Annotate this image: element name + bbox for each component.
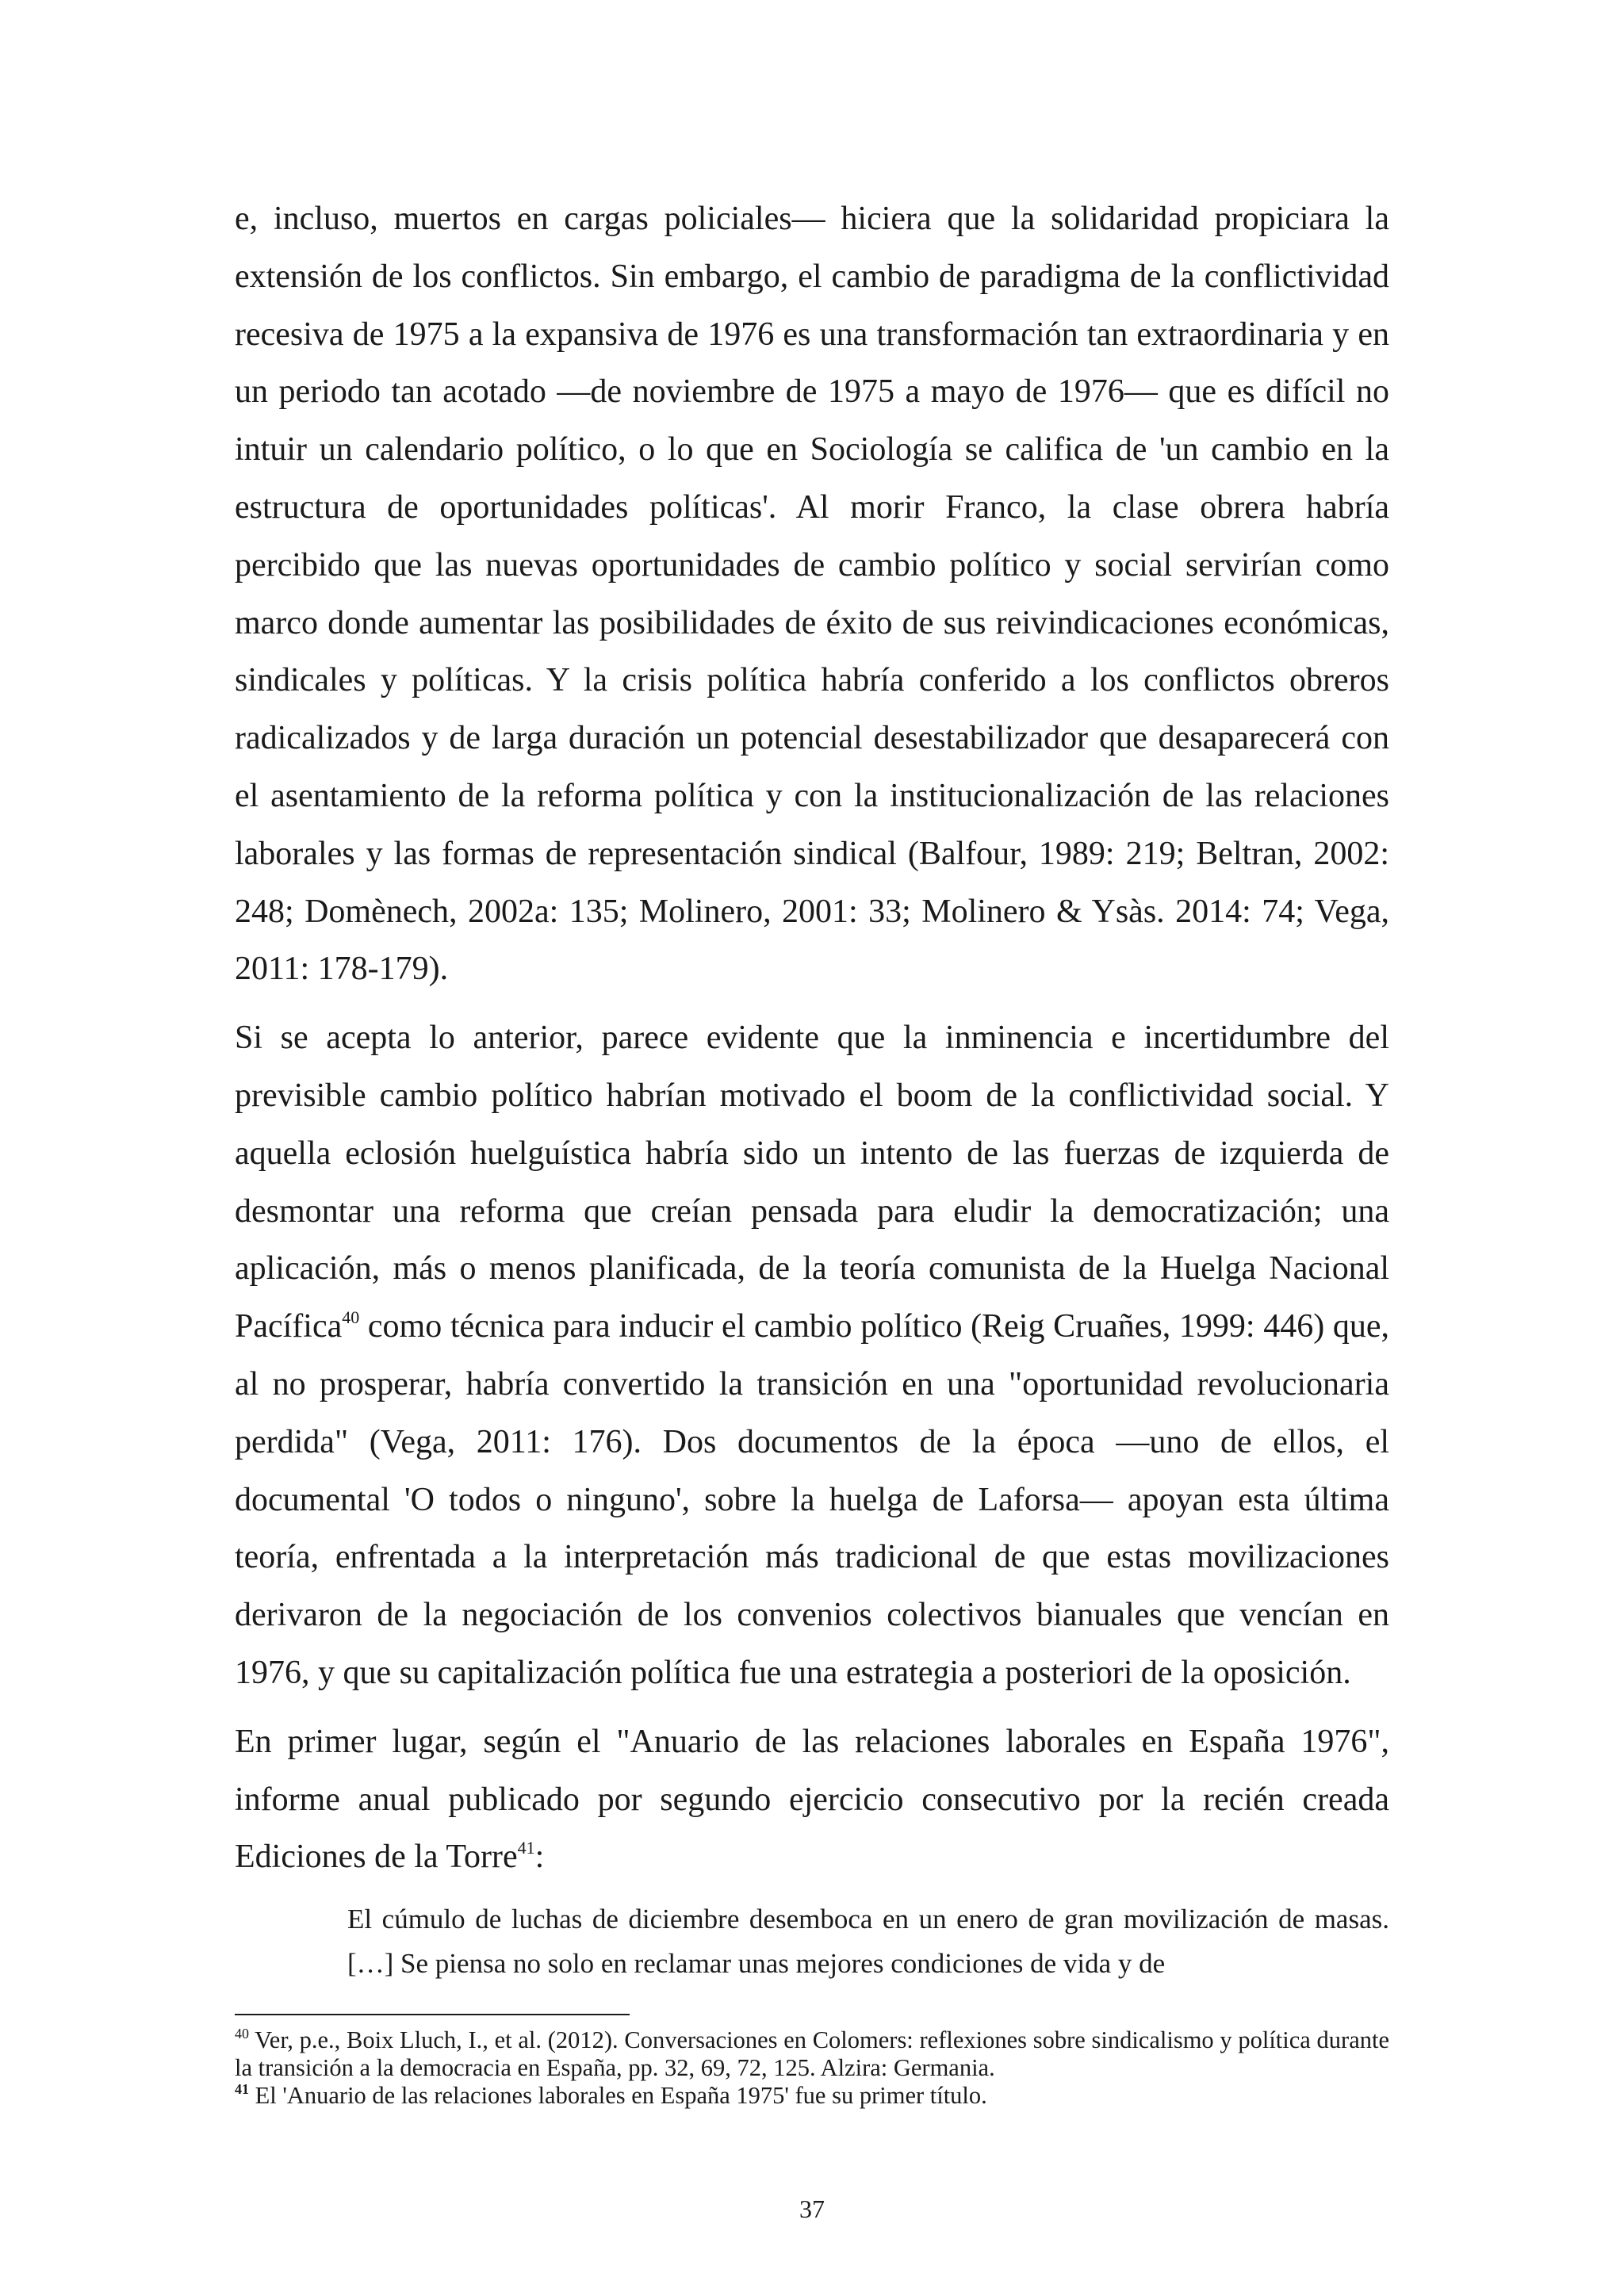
body-paragraph-3 bbox=[235, 1713, 1389, 1886]
footnote-text: El 'Anuario de las relaciones laborales en España 1975' fue su primer título. bbox=[249, 2082, 987, 2109]
paragraph-3-text-end: : bbox=[534, 1839, 545, 1876]
block-quote: El cúmulo de luchas de diciembre desemboca en un enero de gran movilización de masas. […] Se piensa no solo en reclamar unas mejores condiciones de vida y de bbox=[347, 1904, 1389, 1980]
footnote-text: Ver, p.e., Boix Lluch, I., et al. (2012). Conversaciones en Colomers: reflexiones sobre sindicalismo y política durante la transición a la democracia en España, pp. 32, 69, 72, 125. Alzira: Germania. bbox=[235, 2026, 1389, 2081]
body-paragraph-1: e, incluso, muertos en cargas policiales— hiciera que la solidaridad propiciara la extensión de los conflictos. Sin embargo, el cambio de paradigma de la conflictividad recesiva de 1975 a la expansiva de 1976 es una transformación tan extraordinaria y en un periodo tan acotado —de noviembre de 1975 a mayo de 1976— que es difícil no intuir un calendario político, o lo que en Sociología se califica de 'un cambio en la estructura de oportunidades políticas'. Al morir Franco, la clase obrera habría percibido que las nuevas oportunidades de cambio político y social servirían como marco donde aumentar las posibilidades de éxito de sus reivindicaciones económicas, sindicales y políticas. Y la crisis política habría conferido a los conflictos obreros radicalizados y de larga duración un potencial desestabilizador que desaparecerá con el asentamiento de la reforma política y con la institucionalización de las relaciones laborales y las formas de representación sindical (Balfour, 1989: 219; Beltran, 2002: 248; Domènech, 2002a: 135; Molinero, 2001: 33; Molinero & Ysàs. 2014: 74; Vega, 2011: 178-179). bbox=[235, 201, 1389, 988]
footnote-reference-41[interactable]: 41 bbox=[517, 1838, 535, 1858]
page-number: 37 bbox=[799, 2195, 825, 2223]
paragraph-2-text-end: como técnica para inducir el cambio político (Reig Cruañes, 1999: 446) que, al no prosperar, habría convertido la transición en una "oportunidad revolucionaria perdida" (Vega, 2011: 176). Dos documentos de la época —uno de ellos, el documental 'O todos o ninguno', sobre la huelga de Laforsa— apoyan esta última teoría, enfrentada a la interpretación más tradicional de que estas movilizaciones derivaron de la negociación de los convenios colectivos bianuales que vencían en 1976, y que su capitalización política fue una estrategia a posteriori de la oposición. bbox=[235, 1308, 1389, 1691]
footnote-40 bbox=[235, 2026, 1389, 2082]
footnote-number: 40 bbox=[235, 2026, 249, 2042]
page-body bbox=[235, 190, 1389, 1986]
footnote-number: 41 bbox=[235, 2081, 249, 2097]
footnotes-section bbox=[235, 2026, 1389, 2110]
paragraph-3-text-start: En primer lugar, según el "Anuario de las relaciones laborales en España 1976", informe anual publicado por segundo ejercicio consecutivo por la recién creada Ediciones de la Torre bbox=[235, 1723, 1389, 1876]
paragraph-2-text-start: Si se acepta lo anterior, parece evidente que la inminencia e incertidumbre del previsible cambio político habrían motivado el boom de la conflictividad social. Y aquella eclosión huelguística habría sido un intento de las fuerzas de izquierda de desmontar una reforma que creían pensada para eludir la democratización; una aplicación, más o menos planificada, de la teoría comunista de la Huelga Nacional Pacífica bbox=[235, 1020, 1389, 1345]
footnote-41 bbox=[235, 2082, 1389, 2110]
footnote-separator bbox=[235, 2014, 630, 2015]
body-paragraph-2 bbox=[235, 1009, 1389, 1702]
footnote-reference-40[interactable]: 40 bbox=[342, 1307, 360, 1328]
